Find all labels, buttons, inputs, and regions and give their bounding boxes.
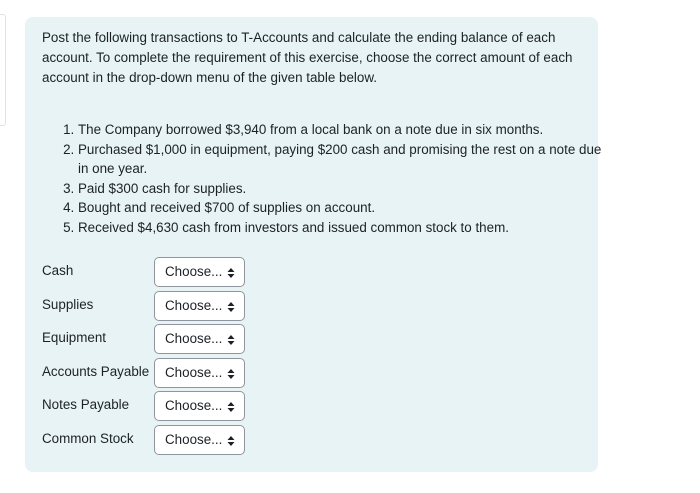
up-down-caret-icon <box>227 402 235 412</box>
up-down-caret-icon <box>227 268 235 278</box>
answer-table <box>42 257 272 459</box>
up-down-caret-icon <box>227 302 235 312</box>
answer-row-common-stock <box>42 425 272 459</box>
account-label: Supplies <box>42 296 94 312</box>
select-value: Choose... <box>165 264 223 279</box>
transaction-item: 5. Received $4,630 cash from investors and issued common stock to them. <box>78 218 606 238</box>
answer-row-supplies <box>42 291 272 325</box>
select-value: Choose... <box>165 364 223 380</box>
select-value: Choose... <box>165 331 223 347</box>
select-value: Choose... <box>165 431 223 447</box>
answer-row-cash <box>42 257 272 291</box>
cash-select[interactable] <box>154 257 245 287</box>
up-down-caret-icon <box>227 436 235 446</box>
account-label: Accounts Payable <box>42 363 150 379</box>
account-label: Equipment <box>42 330 107 346</box>
supplies-select[interactable] <box>154 291 245 321</box>
transaction-item: 1. The Company borrowed $3,940 from a local bank on a note due in six months. <box>78 120 606 140</box>
account-label: Notes Payable <box>42 397 130 413</box>
up-down-caret-icon <box>227 335 235 345</box>
account-label: Common Stock <box>42 430 134 446</box>
previous-panel-edge <box>0 14 6 126</box>
transaction-item: 2. Purchased $1,000 in equipment, paying $200 cash and promising the rest on a note due in one year. <box>78 140 606 179</box>
transaction-list <box>61 120 606 238</box>
transaction-item: 4. Bought and received $700 of supplies on account. <box>78 198 606 218</box>
common-stock-select[interactable] <box>154 425 245 455</box>
answer-row-notes-payable <box>42 391 272 425</box>
question-text: Post the following transactions to T-Accounts and calculate the ending balance of each account. To complete the requirement of this exercise, choose the correct amount of each account in the drop-down menu of the given table below. <box>42 30 573 85</box>
select-value: Choose... <box>165 297 223 313</box>
notes-payable-select[interactable] <box>154 391 245 421</box>
up-down-caret-icon <box>227 369 235 379</box>
account-label: Cash <box>42 263 74 278</box>
answer-row-accounts-payable <box>42 358 272 392</box>
question-panel <box>25 17 602 472</box>
transaction-item: 3. Paid $300 cash for supplies. <box>78 179 606 199</box>
equipment-select[interactable] <box>154 324 245 354</box>
answer-row-equipment <box>42 324 272 358</box>
select-value: Choose... <box>165 398 223 414</box>
accounts-payable-select[interactable] <box>154 358 245 388</box>
